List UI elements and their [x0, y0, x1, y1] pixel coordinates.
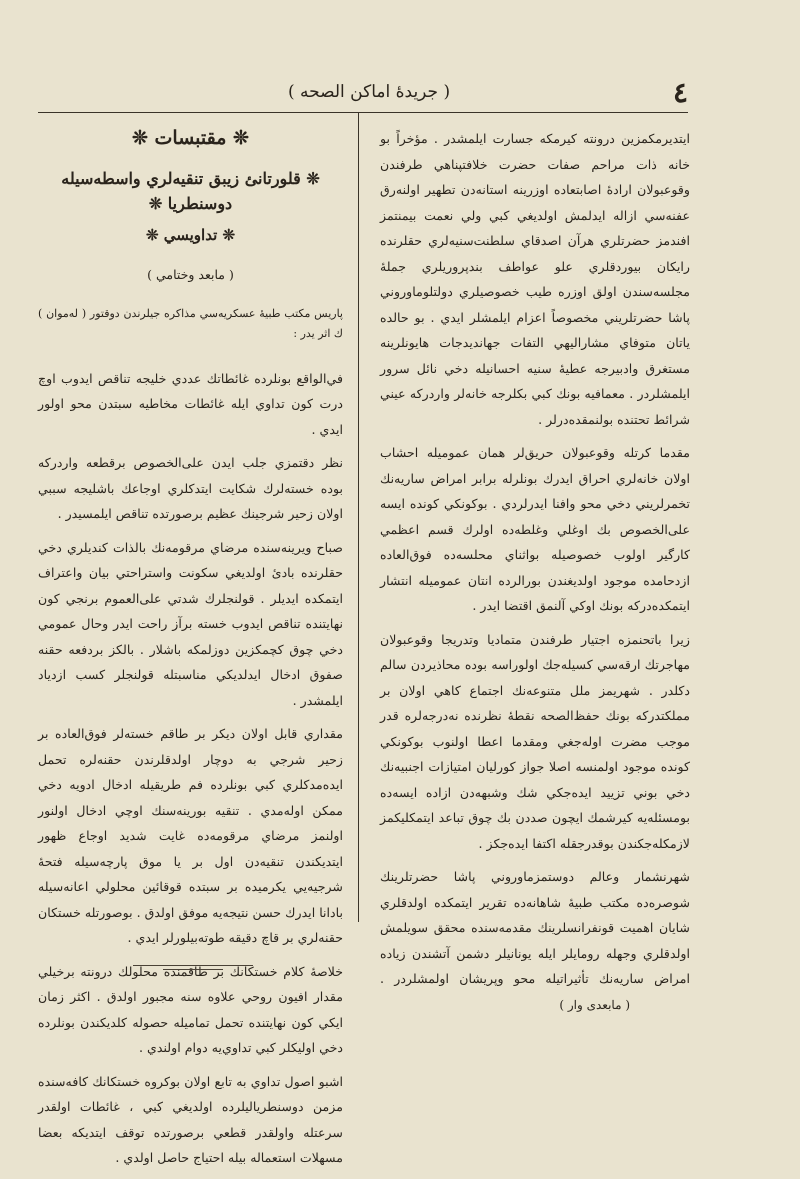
section-title: ❊ مقتبسات ❊ [132, 127, 249, 149]
article-intro: پاريس مكتب طبيۀ عسكريه‌سي مذاكره جيلرندن دوقتور ( لەموان ) ك اثر يدر : [38, 306, 343, 340]
paragraph: في‌الواقع بونلرده غائطاتك عددي خليجه تناقص ايدوب اوچ درت كون تداوي ايله غائطات مخاطيه سبتدن محو اولور ايدي . [38, 370, 343, 437]
paragraph: نظر دقتمزي جلب ايدن على‌الخصوص برقطعه واردركه بوده خسته‌لرك شكايت ايتدكلري اوجاعك باشليجه سببي اولان زحير شرجينك عظيم برصورتده تناقص ايلمسيدر . [38, 455, 343, 521]
paragraph [380, 864, 690, 1018]
paragraph: صباح ويرينه‌سنده مرضاي مرقومه‌نك بالذات كنديلري دخي حقلرنده بادئ اولديغي سكونت واستراحتي بيان واعتراف ايتمكده ايديلر . قولنجلرك شدتي على‌العموم برنجي كون نهايتنده تناقص ايدوب خسته برآز راحت ايدر وحال عمومي دخي چوق كچمكزين دوزلمكه باشلار . بالكز بردفعه حقنه صفوق ادخال ايدلديكي مناسبتله قولنجلر كسب ازدياد ايلمشدر . [38, 539, 343, 708]
end-ornament [133, 965, 253, 970]
column-divider [358, 112, 359, 922]
left-column [38, 126, 343, 1179]
paragraph: اشبو اصول تداوي به تابع اولان بوكروه خستكانك كافه‌سنده مزمن دوسنطرياليلرده اولديغي كبي ، غائطات اولقدر سرعتله واولقدر قطعي برصورتده توقف ايتديكه بعضا مسهلات استعماله بيله احتياج حاصل اولدي . [38, 1073, 343, 1165]
article-title: ❊ قلورتانئ زيبق تنقيه‌لري واسطه‌سيله دوسنطريا ❊ [61, 168, 320, 213]
paragraph: زيرا باتحنمزه اجتيار طرفندن متماديا وتدريجا وقوعبولان مهاجرتك ارقه‌سي كسيله‌جك اولوراسه بوده محاذيردن سالم دكلدر . شهريمز ملل متنوعه‌نك اجتماع كاهي اولان بر مملكتدركه بونك حفظ‌الصحه نقطۀ نظرنده نه‌درجه‌لره قدر موجب مضرت اوله‌جغي ومقدما اعطا اولنوب بوكونكي كونده موجود اولمنسه اصلا جواز كورليان امتيازات اجنبيه‌نك دخي بوني تزييد ايده‌جكي شك وشبهه‌دن ازاده ايسه‌ده بومسئله‌يه كيرشمك ايچون صددن بك چوق تباعد ايتمكليكمز لازمكله‌جكندن بوقدرجقله اكتفا ايده‌جكز . [380, 631, 690, 851]
right-column [380, 126, 690, 1026]
paragraph: مقداري قابل اولان ديكر بر طاقم خسته‌لر فوق‌العاده بر زحير شرجي به دوچار اولدقلرندن حقنه‌لره تحمل ايده‌مدكلري كبي بونلرده فم طريقيله ادخال ادويه دخي ممكن اوله‌مدي . تنقيه بورينه‌سنك اوچي ادخال اولنور اولنمز مرضاي مرقومه‌ده غايت شديد اوجاع ظهور ايتديكندن تنقيه‌دن اول بر يا موق پارچه‌سيله فتحۀ شرجيه‌يي يكرميده بر سبتده قوقائين محلولي اعانه‌سيله بادانا ايدرك حسن نتيجه‌يه موفق اولدق . بوصورتله خستكان حقنه‌لري بر قاچ دقيقه طوته‌بيلورلر ايدي . [38, 726, 343, 945]
continued-note: ( مابعدى وار ) [559, 997, 630, 1012]
paragraph-text: شهرنشمار وعالم دوستمزماوروني پاشا حضرتلرينك شوصره‌ده مكتب طبيۀ شاهانه‌ده تقرير ايتمكده اولدقلري شايان اهميت قونفرانسلرينك مقدمه‌سنده محقق سويلمش اولدقلري وجهله رومايلر ايله يونانيلر دشمن آتشندن زياده امراض ساريه‌نك تأثيراتيله محو وپريشان اولمشلردر . [380, 869, 690, 986]
page-header [38, 74, 688, 110]
header-rule [38, 112, 688, 113]
journal-title: ( جريدۀ اماكن الصحه ) [288, 82, 451, 102]
article-subtitle: ❊ تداويسي ❊ [145, 225, 236, 244]
page-number: ٤ [672, 75, 688, 109]
newspaper-page [28, 60, 700, 1165]
article-continuation: ( مابعد وختامي ) [147, 267, 234, 282]
paragraph: مقدما كرتله وقوعبولان حريق‌لر همان عموميله احشاب اولان خانه‌لري احراق ايدرك بونلرله برابر امراض ساريه‌نك تخمرلريني دخي محو وافنا ايدرلردي . بوكونكي كونده ايسه على‌الخصوص بك اوغلي وغلطه‌ده اولرك قسم اعظمي كارگير اولوب خصوصيله بواثناي محلسه‌ده فوق‌العاده ازدحامده موجود اولديغندن بورالرده انتان عموميله انتشار ايتمكده‌دركه بونك اوكي آلنمق اقتضا ايدر . [380, 445, 690, 613]
paragraph: ايتديرمكمزين درونته كيرمكه جسارت ايلمشدر . مؤخراً بو خانه ذات مراحم صفات حضرت خلافتپناهي طرفندن وقوعبولان ارادۀ اصابتعاده اوزرينه استانه‌دن تطهير اولنه‌رق عفنه‌سي ازاله ايدلمش اولديغي كبي ولي نعمت بيمنتمز افندمز حضرتلري هرآن اصدقاي سلطنت‌سنيه‌لري حقلرنده رايكان بيوردقلري علو عواطف بندپروريلري جمله‌ٔ مجلسه‌سندن اولق اوزره طيب خصوصيلري دولتلوماوروني پاشا حضرتلريني مخصوصاً اعزام ايلمشلر ايدي . بو حالده ياتان متوفاي مشاراليهي التفات جهانديدجات هايونلرينه مستغرق وادبيرجه عطيۀ سنيه احسانيله دخي نائل سرور ايلمشلردر . معمافيه بونك كبي بكلرجه خانه‌لر واردركه عيني شرائط تحتنده بولنمقده‌درلر . [380, 131, 690, 427]
paragraph: خلاصۀ كلام خستكانك بر طاقمنده محلولك درونته برخيلي مقدار افيون روحي علاوه سنه مجبور اولدق . اكثر زمان ايكي كون نهايتنده تحمل تماميله حصوله كلديكندن بونلرده دخي اوليكلر كبي تداوي‌يه دوام اولندي . [38, 963, 343, 1055]
